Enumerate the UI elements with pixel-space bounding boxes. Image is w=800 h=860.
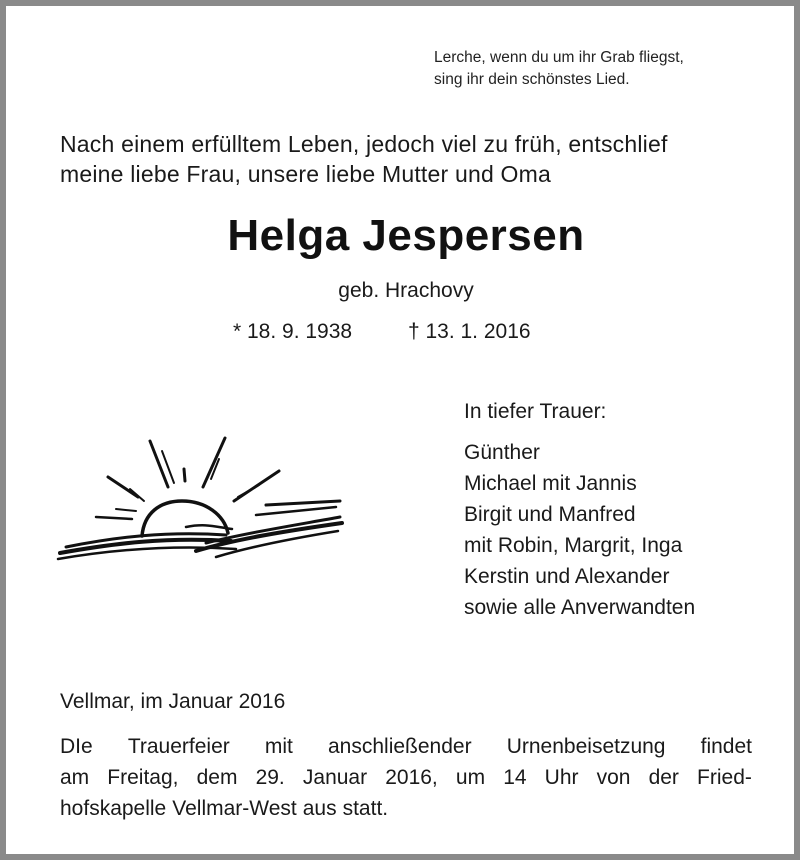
- mourner-name: sowie alle Anverwandten: [464, 596, 696, 619]
- word: 14: [503, 766, 527, 789]
- word: der: [648, 766, 679, 789]
- intro-line-1: Nach einem erfülltem Leben, jedoch viel zu früh, entschlief: [60, 131, 668, 157]
- word: von: [596, 766, 631, 789]
- word: DIe: [60, 735, 93, 758]
- word: Uhr: [544, 766, 579, 789]
- ceremony-line-1: [60, 731, 752, 762]
- setting-sun-icon: [56, 431, 346, 566]
- mourner-name: Birgit und Manfred: [464, 503, 636, 526]
- word: aus: [302, 797, 337, 820]
- word: findet: [700, 735, 752, 758]
- birth-date: * 18. 9. 1938: [233, 320, 353, 343]
- mourner-name: Michael mit Jannis: [464, 472, 637, 495]
- mourner-name: Kerstin und Alexander: [464, 565, 670, 588]
- motto-verse: [434, 47, 684, 91]
- motto-line-1: Lerche, wenn du um ihr Grab fliegst,: [434, 49, 684, 66]
- word: um: [455, 766, 486, 789]
- motto-line-2: sing ihr dein schönstes Lied.: [434, 71, 630, 88]
- word: Fried-: [697, 766, 752, 789]
- place-date: Vellmar, im Januar 2016: [60, 690, 286, 713]
- maiden-name: geb. Hrachovy: [338, 279, 474, 302]
- ceremony-text: [60, 731, 752, 824]
- word: Freitag,: [107, 766, 179, 789]
- intro-text: [60, 129, 760, 189]
- word: Trauerfeier: [127, 735, 230, 758]
- mourner-name: mit Robin, Margrit, Inga: [464, 534, 683, 557]
- mourner-name: Günther: [464, 441, 540, 464]
- mourners-list: [464, 396, 695, 623]
- word: hofskapelle: [60, 797, 167, 820]
- word: Urnenbeisetzung: [506, 735, 666, 758]
- word: Januar: [302, 766, 368, 789]
- ceremony-line-2: [60, 762, 752, 793]
- word: 29.: [255, 766, 285, 789]
- word: anschließender: [328, 735, 472, 758]
- word: Vellmar-West: [172, 797, 297, 820]
- word: am: [60, 766, 90, 789]
- death-date: † 13. 1. 2016: [407, 320, 531, 343]
- word: dem: [196, 766, 238, 789]
- word: statt.: [342, 797, 389, 820]
- deceased-name: Helga Jespersen: [227, 211, 585, 260]
- mourners-heading: In tiefer Trauer:: [464, 400, 607, 423]
- life-dates: [233, 320, 531, 344]
- intro-line-2: meine liebe Frau, unsere liebe Mutter und Oma: [60, 161, 551, 187]
- ceremony-line-3: [60, 793, 752, 824]
- word: mit: [264, 735, 293, 758]
- word: 2016,: [385, 766, 438, 789]
